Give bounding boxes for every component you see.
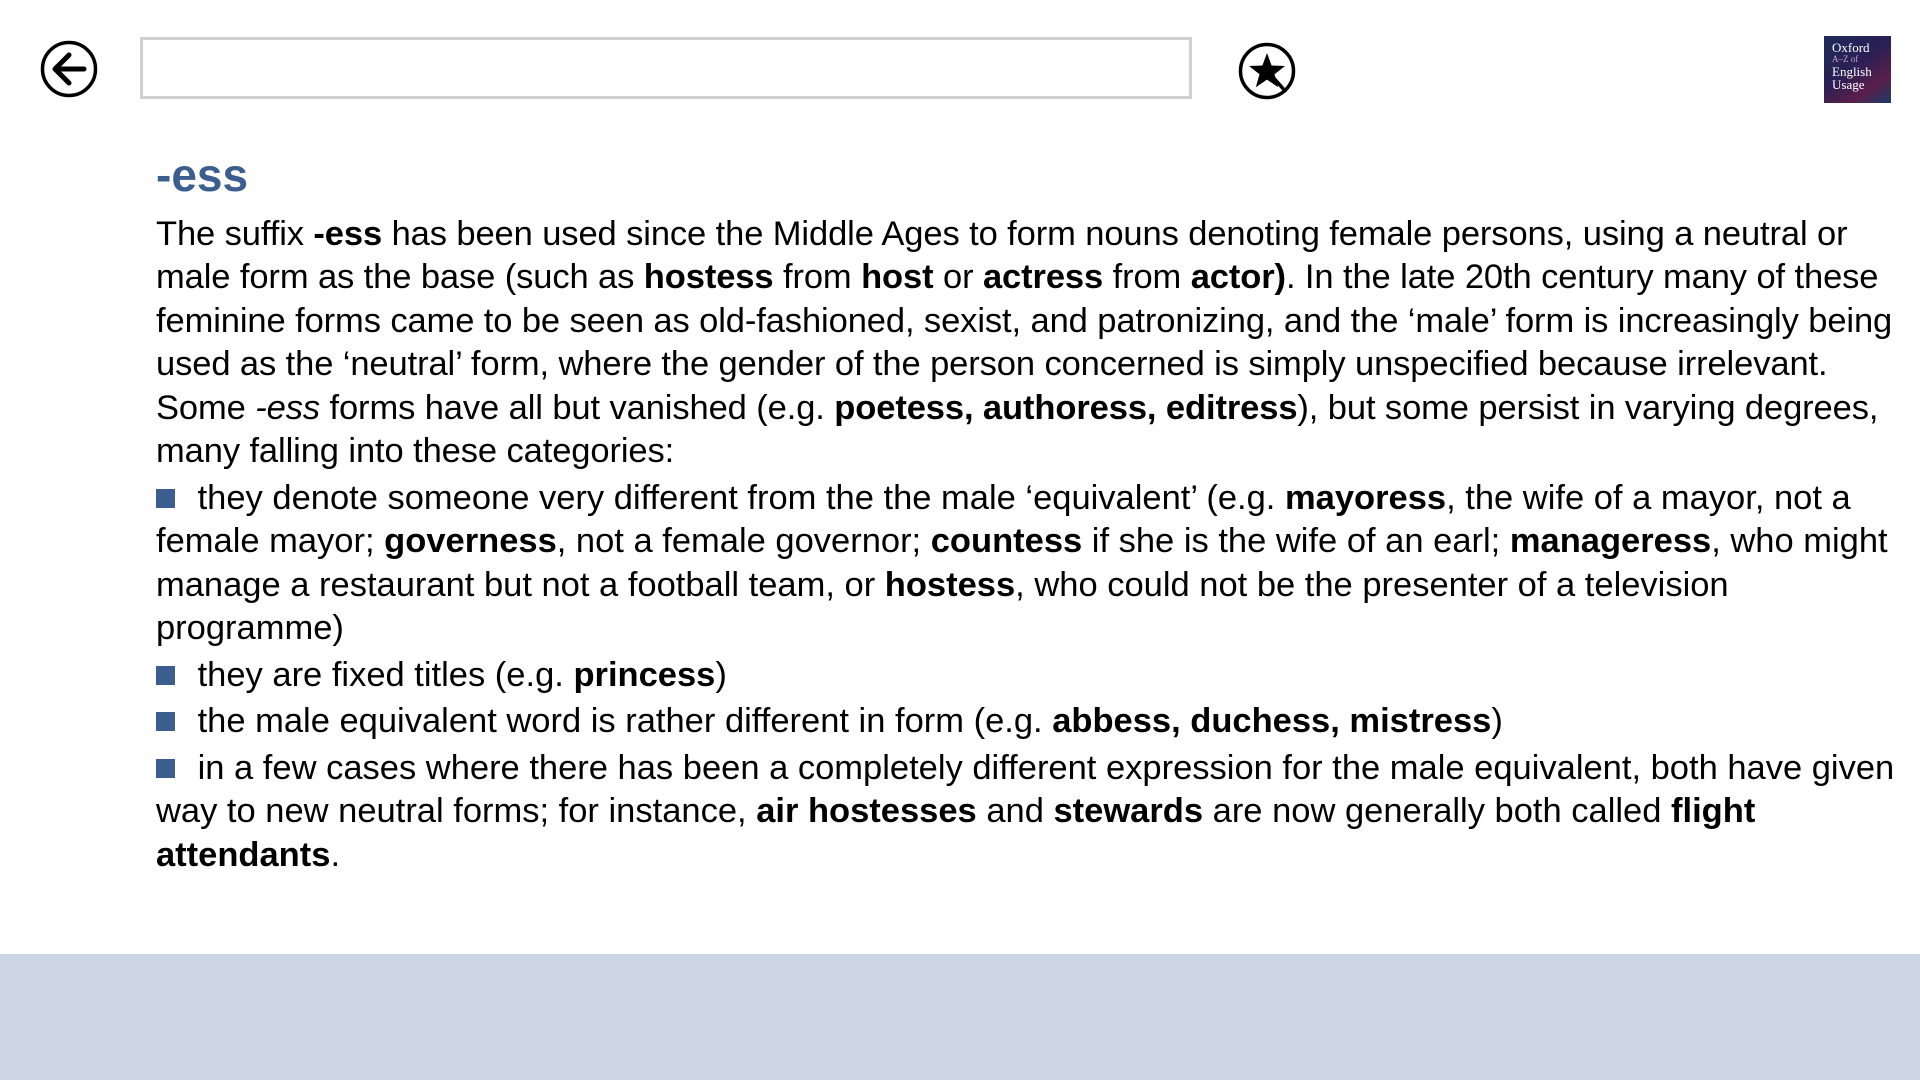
intro-text: from (1103, 258, 1191, 297)
bullet-text: , who could not be the presenter of a television programme) (156, 565, 1729, 648)
entry-bullet-2 (156, 654, 1896, 698)
intro-bold-term: actor) (1190, 258, 1286, 297)
bullet-text: they are fixed titles (e.g. (188, 655, 574, 694)
bullet-square-icon (156, 759, 175, 778)
footer-band (0, 954, 1920, 1080)
bullet-bold-term: princess (573, 655, 716, 694)
bullet-text: in a few cases where there has been a completely different expression for the male equivalent, both have given way to new neutral forms; for instance, (156, 748, 1895, 831)
intro-bold-term: actress (982, 258, 1104, 297)
intro-text: from (773, 258, 862, 297)
search-input[interactable] (140, 37, 1192, 99)
bullet-text: and (976, 792, 1054, 831)
bullet-text: , not a female governor; (556, 522, 931, 561)
bullet-square-icon (156, 712, 175, 731)
bullet-text: , the wife of a mayor, not a female mayor; (156, 478, 1851, 561)
bullet-bold-term: hostess (884, 565, 1016, 604)
bullet-text: . (330, 835, 341, 874)
intro-text: forms have all but vanished (e.g. (320, 388, 835, 427)
bullet-square-icon (156, 489, 175, 508)
intro-text: . In the late 20th century many of these feminine forms came to be seen as old-fashioned, sexist, and patronizing, and the ‘male’ form is increasingly being used as the ‘neutral’ form, where the gender of the person concerned is simply unspecified because irrelevant. Some (156, 258, 1893, 427)
bullet-text: if she is the wife of an earl; (1082, 522, 1510, 561)
entry-bullet-4 (156, 747, 1896, 878)
logo-line-1: Oxford (1832, 40, 1870, 55)
bullet-text: ) (1491, 702, 1503, 741)
dictionary-entry (156, 150, 1896, 877)
logo-line-2: A–Z of (1832, 54, 1859, 64)
bullet-text: they denote someone very different from the the male ‘equivalent’ (e.g. (188, 478, 1285, 517)
back-arrow-icon[interactable] (40, 40, 98, 98)
bullet-bold-term: mayoress (1284, 478, 1447, 517)
intro-bold-term: host (861, 258, 934, 297)
bullet-square-icon (156, 666, 175, 685)
logo-line-4: Usage (1832, 77, 1865, 92)
top-toolbar (0, 0, 1920, 140)
bullet-text: the male equivalent word is rather different in form (e.g. (188, 702, 1053, 741)
intro-text: has been used since the Middle Ages to form nouns denoting female persons, using a neutral or male form as the base (such as (156, 214, 1848, 297)
bullet-bold-term: manageress (1509, 522, 1712, 561)
bullet-bold-term: flight attendants (156, 792, 1756, 874)
intro-bold-term: -ess (313, 214, 383, 253)
bullet-text: are now generally both called (1203, 792, 1672, 831)
favourite-star-icon[interactable] (1238, 42, 1296, 100)
intro-italic-term: -ess (255, 388, 320, 427)
intro-text: ), but some persist in varying degrees, many falling into these categories: (156, 388, 1879, 471)
entry-bullet-3 (156, 700, 1896, 744)
intro-text: The suffix (156, 214, 314, 253)
intro-text: or (933, 258, 983, 297)
intro-bold-term: poetess, authoress, editress (834, 388, 1298, 427)
bullet-text: ) (715, 655, 727, 694)
intro-bold-term: hostess (643, 258, 774, 297)
bullet-bold-term: abbess, duchess, mistress (1052, 702, 1492, 741)
logo-line-3: English (1832, 64, 1872, 79)
app-logo[interactable] (1824, 36, 1891, 103)
bullet-bold-term: stewards (1053, 792, 1204, 831)
bullet-bold-term: air hostesses (756, 792, 977, 831)
entry-intro-paragraph (156, 213, 1896, 474)
entry-bullet-1 (156, 477, 1896, 651)
entry-headword: -ess (156, 149, 249, 201)
bullet-bold-term: governess (384, 522, 557, 561)
bullet-text: , who might manage a restaurant but not a football team, or (156, 522, 1888, 604)
bullet-bold-term: countess (930, 522, 1083, 561)
